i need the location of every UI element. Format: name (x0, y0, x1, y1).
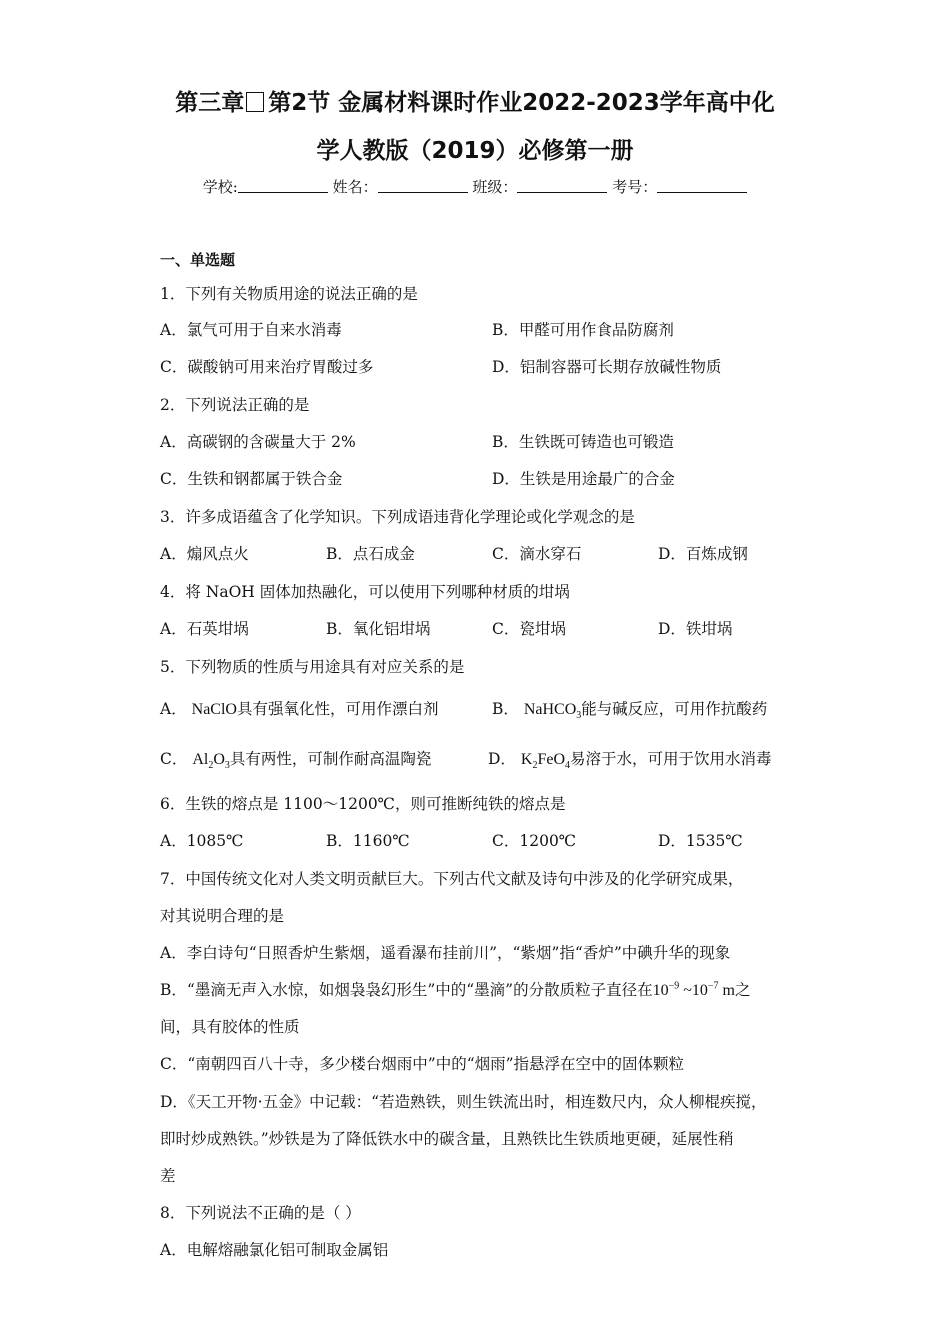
q3-option-c: C．滴水穿石 (492, 545, 582, 563)
q5-c-formula-2: O (213, 751, 225, 768)
q7-option-b-line1 (160, 978, 751, 1000)
q5-d-formula-2: FeO (537, 751, 565, 768)
q4-option-a: A．石英坩埚 (160, 620, 249, 638)
q2-option-c: C．生铁和钢都属于铁合金 (160, 470, 343, 488)
q5-a-formula: NaClO (191, 701, 237, 718)
q6-option-c: C．1200℃ (492, 832, 577, 850)
q7-b-math (653, 982, 735, 999)
q4-stem: 4．将 NaOH 固体加热融化，可以使用下列哪种材质的坩埚 (160, 583, 570, 601)
q6-stem: 6．生铁的熔点是 1100～1200℃，则可推断纯铁的熔点是 (160, 795, 566, 813)
q1-option-d: D．铝制容器可长期存放碱性物质 (492, 358, 722, 376)
q7-option-c: C．“南朝四百八十寺，多少楼台烟雨中”中的“烟雨”指悬浮在空中的固体颗粒 (160, 1055, 685, 1073)
q2-stem: 2．下列说法正确的是 (160, 396, 310, 414)
q5-d-formula (520, 751, 570, 772)
class-blank (517, 178, 607, 193)
q4-option-d: D．铁坩埚 (658, 620, 733, 638)
q5-b-label: B． (492, 700, 519, 718)
q5-option-c (160, 747, 431, 771)
q7-b-unit: m (718, 982, 735, 999)
name-label: 姓名： (332, 178, 378, 196)
q8-option-a: A．电解熔融氯化铝可制取金属铝 (160, 1241, 389, 1259)
q7-option-d-line1: D．《天工开物·五金》中记载：“若造熟铁，则生铁流出时，相连数尺内，众人柳棍疾搅， (160, 1093, 767, 1111)
q5-c-formula-1: Al (192, 751, 209, 768)
q4-option-c: C．瓷坩埚 (492, 620, 566, 638)
q7-stem-line1: 7．中国传统文化对人类文明贡献巨大。下列古代文献及诗句中涉及的化学研究成果， (160, 870, 744, 888)
q1-stem: 1．下列有关物质用途的说法正确的是 (160, 285, 418, 303)
q3-option-a: A．煽风点火 (160, 545, 249, 563)
q5-a-label: A． (160, 700, 187, 718)
q6-option-a: A．1085℃ (160, 832, 244, 850)
q3-option-b: B．点石成金 (326, 545, 415, 563)
q7-option-d-line3: 差 (160, 1167, 176, 1185)
q1-option-a: A．氯气可用于自来水消毒 (160, 321, 342, 339)
q4-option-b: B．氧化铝坩埚 (326, 620, 431, 638)
q5-d-label: D． (488, 750, 516, 768)
q5-b-text: 能与碱反应，可用作抗酸药 (581, 700, 768, 718)
q5-option-d (488, 747, 772, 771)
q5-d-text: 易溶于水，可用于饮用水消毒 (570, 750, 772, 768)
q2-option-b: B．生铁既可铸造也可锻造 (492, 433, 674, 451)
q5-c-formula-sub1: 2 (208, 760, 214, 772)
q5-stem: 5．下列物质的性质与用途具有对应关系的是 (160, 658, 465, 676)
q7-b-end: 之 (734, 981, 751, 999)
q5-d-formula-sub1: 2 (532, 760, 538, 772)
q7-option-a: A．李白诗句“日照香炉生紫烟，遥看瀑布挂前川”，“紫烟”指“香炉”中碘升华的现象 (160, 944, 731, 962)
student-info-row (0, 176, 950, 197)
name-blank (378, 178, 468, 193)
q6-option-d: D．1535℃ (658, 832, 743, 850)
q6-option-b: B．1160℃ (326, 832, 410, 850)
q7-b-math-2: ~10 (679, 982, 708, 999)
section-heading: 一、单选题 (160, 251, 236, 269)
school-label: 学校: (202, 178, 238, 196)
document-title-line2: 学人教版（2019）必修第一册 (316, 138, 634, 164)
q5-option-b (492, 697, 767, 721)
q1-option-b: B．甲醛可用作食品防腐剂 (492, 321, 674, 339)
q2-option-a: A．高碳钢的含碳量大于 2% (160, 433, 356, 451)
q8-stem: 8．下列说法不正确的是（ ） (160, 1204, 361, 1222)
title-chapter: 第三章 (175, 90, 245, 116)
q5-b-formula-main: NaHCO (523, 701, 577, 718)
q5-b-formula-sub: 3 (576, 710, 582, 722)
q5-a-text: 具有强氧化性，可用作漂白剂 (236, 700, 439, 718)
q7-b-exp-1: −9 (668, 980, 680, 992)
exam-no-blank (657, 178, 747, 193)
q5-d-formula-sub2: 4 (565, 760, 570, 772)
q5-b-formula (523, 701, 582, 722)
q5-c-label: C． (160, 750, 188, 768)
exam-no-label: 考号： (612, 178, 658, 196)
missing-glyph-box (246, 92, 264, 112)
q7-b-math-1: 10 (652, 982, 669, 999)
q5-d-formula-1: K (520, 751, 533, 768)
q5-c-formula (192, 751, 230, 772)
q3-stem: 3．许多成语蕴含了化学知识。下列成语违背化学理论或化学观念的是 (160, 508, 635, 526)
q5-c-text: 具有两性，可制作耐高温陶瓷 (229, 750, 432, 768)
q7-option-d-line2: 即时炒成熟铁。”炒铁是为了降低铁水中的碳含量，且熟铁比生铁质地更硬，延展性稍 (160, 1130, 734, 1148)
q1-option-c: C．碳酸钠可用来治疗胃酸过多 (160, 358, 374, 376)
q7-b-text: B．“墨滴无声入水惊，如烟袅袅幻形生”中的“墨滴”的分散质粒子直径在 (160, 981, 653, 999)
title-rest: 第2节 金属材料课时作业2022-2023学年高中化 (268, 90, 775, 116)
q5-c-formula-sub2: 3 (224, 760, 230, 772)
q7-b-exp-2: −7 (707, 980, 719, 992)
class-label: 班级： (472, 178, 518, 196)
q3-option-d: D．百炼成钢 (658, 545, 748, 563)
q2-option-d: D．生铁是用途最广的合金 (492, 470, 675, 488)
document-title-line1 (0, 84, 950, 117)
q7-stem-line2: 对其说明合理的是 (160, 907, 285, 925)
school-blank (238, 178, 328, 193)
q7-option-b-line2: 间，具有胶体的性质 (160, 1018, 300, 1036)
q5-option-a (160, 697, 438, 719)
